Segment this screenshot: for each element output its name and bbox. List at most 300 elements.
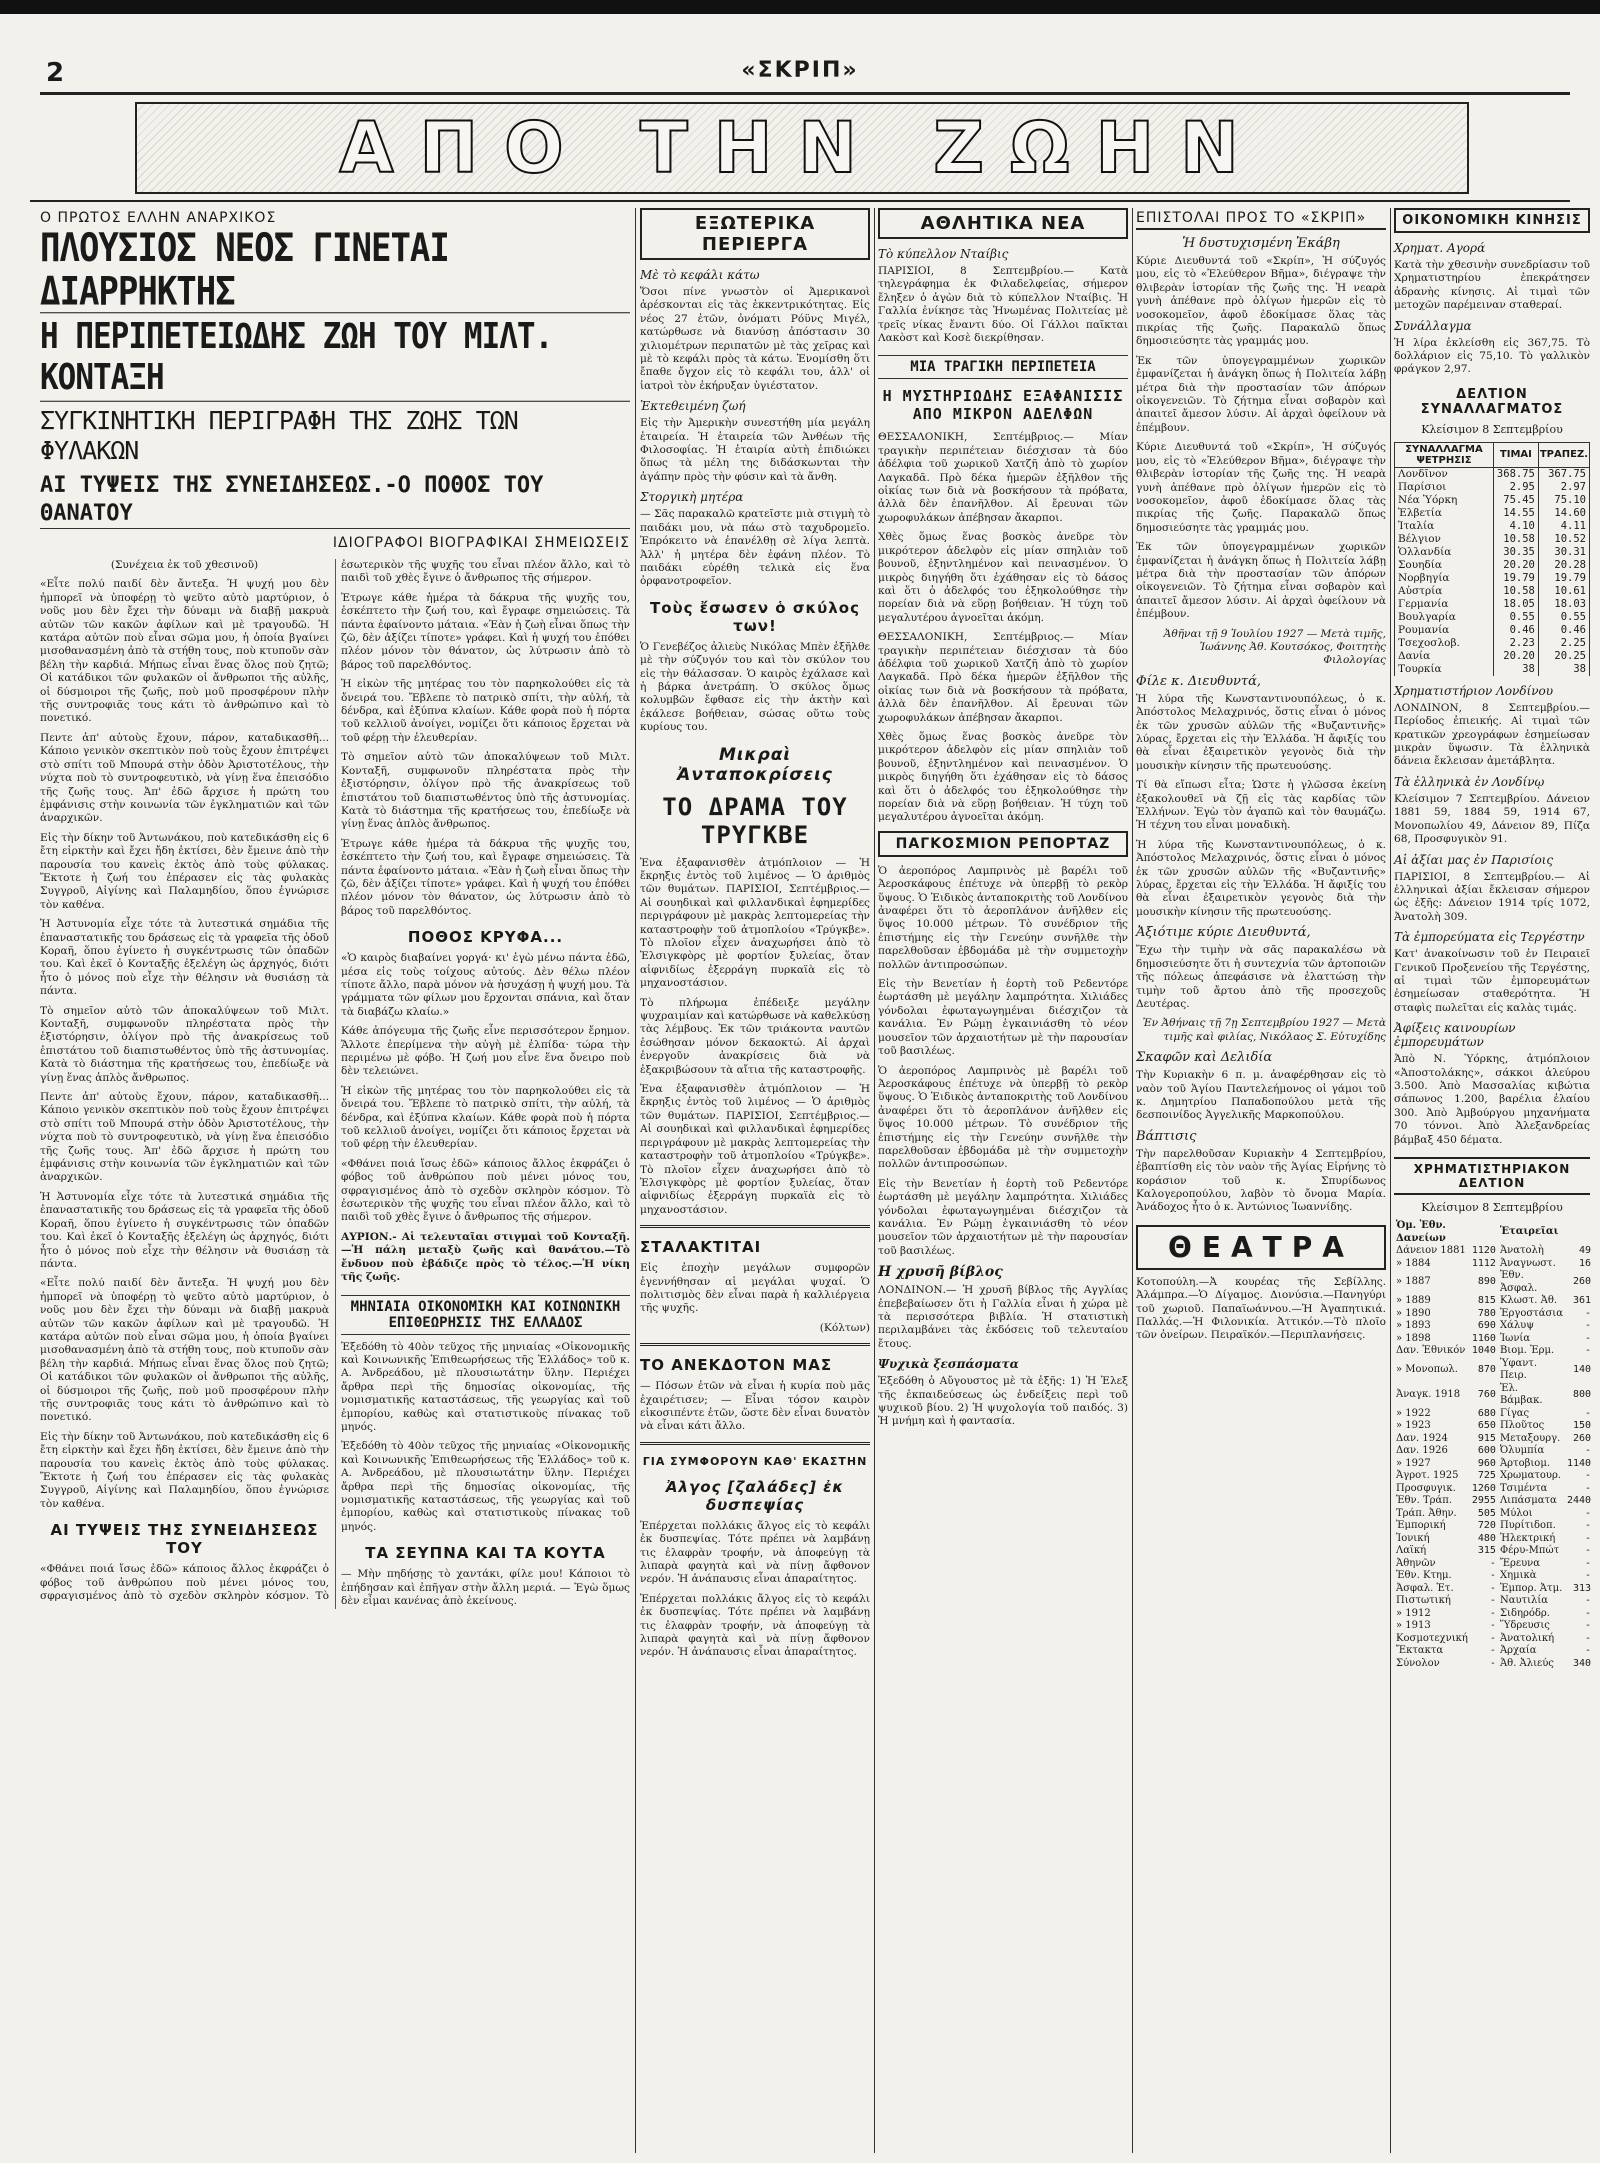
tragic-adventure-head: ΜΙΑ ΤΡΑΓΙΚΗ ΠΕΡΙΠΕΤΕΙΑ [878,355,1128,379]
stock-cell: » 1927 [1396,1457,1431,1469]
divider [640,1442,870,1445]
stock-cell: - [1585,1557,1592,1569]
stock-row [1394,1433,1593,1446]
item-body: ΘΕΣΣΑΛΟΝΙΚΗ, Σεπτέμβριος.— Μίαν τραγικὴν περιπέτειαν διέσχισαν τὰ δύο ἀδέλφια τοῦ χωρικοῦ Χατζῆ ἀπὸ τὸ χωρίον Λαγκαδᾶ. Πρὸ δέκα ἡμερῶν ἐξῆλθον τῆς οἰκίας των διὰ νὰ βοσκήσουν τὰ πρόβατα, ἀλλὰ δὲν ἐπανῆλθον. Αἱ ἔρευναι τῶν χωροφυλάκων ἀπέβησαν ἄκαρποι. [878,431,1128,524]
stock-cell: Χημικὰ [1499,1570,1537,1581]
stock-cell: - [1585,1570,1592,1581]
stock-row [1394,1620,1593,1633]
stock-cell: 870 [1477,1363,1496,1375]
stock-cell: 260 [1573,1432,1592,1444]
fx-cell: 18.05 [1493,598,1538,611]
stock-cell: - [1489,1657,1496,1669]
fx-cell: 18.03 [1538,598,1589,611]
lead-paragraph: «Ὁ καιρὸς διαβαίνει γοργά· κι' ἐγὼ μένω πάντα ἐδῶ, μέσα εἰς τοὺς τοίχους αὐτούς. Δὲν θέλω πλέον τίποτε ἄλλο, παρὰ μόνον νὰ ἡσυχάσῃ ἡ ψυχή μου. Τὰ γράμματα τῶν φίλων μου ἔρχονται σπάνια, καὶ ὅταν τὰ διαβάζω κλαίω.» [341,952,630,1018]
lead-subhead: ΠΟΘΟΣ ΚΡΥΦΑ... [407,928,564,947]
stock-cell: Τσιμέντα [1499,1482,1548,1494]
item-title: Ἐκτεθειμένη ζωή [640,399,746,414]
lead-paragraph: «Φθάνει ποιά ἴσως ἐδῶ» κάποιος ἄλλος ἐκφράζει ὁ φόβος τοῦ ἀνθρώπου ποὺ μένει μόνος του, σφραγισμένος ἀπὸ τὸ σχεδὸν σκληρὸν κόσμον. Τὸ ἐσωτερικὸν τῆς ψυχῆς του εἶναι πλέον ἄλλο, καὶ τὸ παιδὶ τοῦ χθὲς ἔγινε ὁ ἄνθρωπος τῆς σήμερον. [341,1157,630,1224]
item-body: Ὅσοι πίνε γνωστὸν οἱ Ἀμερικανοὶ ἀρέσκονται εἰς τὰς ἐκκεντρικότητας. Εἰς νέος 27 ἐτῶν, ὀνόματι Ρόϋνς Μιγέλ, κατώρθωσε νὰ διανύσῃ ἀπόστασιν 30 χιλιομέτρων περιπατῶν μὲ τὰς χεῖρας καὶ μὲ τὸ κεφάλι πρὸς τὰ κάτω. Ἐνομίσθη ὅτι ἔπαθε ὄγχον εἰς τὸ κεφάλι του, ἀλλ' οἱ ἰατροὶ τὸν ἐκήρυξαν ὑγιέστατον. [640,286,870,392]
stock-cell: 16 [1579,1257,1592,1269]
stalactites-body: Εἰς ἐποχὴν μεγάλων συμφορῶν ἐγεννήθησαν αἱ μεγάλαι ψυχαί. Ὁ πολιτισμὸς δὲν εἶναι παρὰ ἡ καλλιέργεια τῆς ψυχῆς. [640,1262,870,1315]
fx-row [1395,611,1590,624]
item-body: Εἰς τὴν Βενετίαν ἡ ἑορτὴ τοῦ Ρεδεντόρε ἐωρτάσθη μὲ μεγάλην λαμπρότητα. Χιλιάδες γόνδολαι ἐφωταγωγημέναι διέσχιζον τὰ κανάλια. Ἐν Ρώμῃ ἐγκαινιάσθη τὸ νέον μουσεῖον τῶν ἀρχαιοτήτων μὲ τὴν παρουσίαν τοῦ βασιλέως. [878,1177,1128,1257]
item-body: Ἀπὸ Ν. Ὑόρκης, ἀτμόπλοιον «Ἀποστολάκης», σάκκοι ἀλεύρου 3.500. Ἀπὸ Μασσαλίας κιβώτια σάπωνος 1.200, βαρέλια ἐλαίου 300. Ἀπὸ Ἀμβούργου μηχανήματα 70 τόννοι. Ἀπὸ Ἀλεξανδρείας βάμβαξ 450 δέματα. [1394,1053,1590,1146]
anecdote-body: — Πόσων ἐτῶν νὰ εἶναι ἡ κυρία ποὺ μᾶς ἐχαιρέτισεν; — Εἶναι τόσον καιρὸν εἰκοσιπέντε ἐτῶν, ὥστε δὲν εἶναι δυνατὸν νὰ εἶναι κάτι ἄλλο. [640,1380,870,1433]
lead-paragraph: Πεντε ἀπ' αὐτοὺς ἔχουν, πάρον, καταδικασθῆ... Κάποιο γενικὸν σκεπτικὸν ποὺ τοὺς ἔχουν ἐπιτρέψει στὸ σπίτι τοῦ Μπουρά στὴν ὁδὸν Ἀριστοτέλους, τὴν νύχτα ποὺ τὸ συντροφευτικὸ, νὰ γίνῃ ἕνα ἐπεισόδιο τῆς ζωῆς τους. Ἀπ' ἐδῶ ἄρχισε ἡ πρώτη του ἐμφάνισις στὴν κοινωνία τῶν ἐγκληματιῶν καὶ τῶν ἀναρχικῶν. [40,1091,329,1184]
stock-row [1394,1658,1593,1671]
lead-paragraph: Ἡ Ἀστυνομία εἶχε τότε τὰ λυτεστικά σημάδια τῆς ἐπαναστατικῆς του δράσεως εἰς τὰ γραφεῖα τῆς ὁδοῦ Κοραῆ, ὅπου ἐγίνετο ἡ συγκέντρωσις τῶν ὀπαδῶν του. Καὶ ἐκεῖ ὁ Κονταξῆς ἐξελέγη ὡς ἀρχηγός, διότι ἦτο ὁ μόνος ποὺ εἶχε τὴν θέλησιν νὰ θυσιάσῃ τὰ πάντα. [40,1190,329,1270]
stock-cell: Ἀσφαλ. Ἑτ. [1396,1582,1454,1594]
fx-cell: 10.61 [1538,585,1589,598]
tips-body: Ἐπέρχεται πολλάκις ἄλγος εἰς τὸ κεφάλι ἐκ δυσπεψίας. Τότε πρέπει νὰ λαμβάνῃ τις ἐλαφρὰν τροφήν, νὰ ἀποφεύγῃ τὰ λιπαρὰ φαγητὰ καὶ νὰ πίνῃ ἄφθονον νερόν. Ἡ ἀνάπαυσις εἶναι ἀπαραίτητος. [640,1519,870,1586]
lead-paragraph: Εἰς τὴν δίκην τοῦ Ἀντωνάκου, ποὺ κατεδικάσθη εἰς 6 ἔτη εἱρκτὴν καὶ ἔχει ἤδη ἐκτίσει, δὲν ἔμεινε ἀπὸ τὴν παρουσία του κανεὶς ἐκτὸς ἀπὸ τοὺς φύλακας. Ἔκτοτε ἡ ζωή του ἐπέρασεν εἰς τὰς φυλακὰς Συγγροῦ, Αἰγίνης καὶ Παλαμηδίου, ὅπου ἐγνώρισε τὸν καθένα. [40,1430,329,1510]
tragic-adventure-sub: Η ΜΥΣΤΗΡΙΩΔΗΣ ΕΞΑΦΑΝΙΣΙΣ ΑΠΟ ΜΙΚΡΟΝ ΑΔΕΛΦΩΝ [882,387,1124,424]
fx-cell: 2.25 [1538,637,1589,650]
stock-row [1394,1358,1593,1383]
fx-cell: 2.97 [1538,481,1589,494]
lead-headline-5: ΙΔΙΟΓΡΑΦΟΙ ΒΙΟΓΡΑΦΙΚΑΙ ΣΗΜΕΙΩΣΕΙΣ [332,535,630,551]
stock-row [1394,1595,1593,1608]
tips-head: ΓΙΑ ΣΥΜΦΟΡΟΥΝ ΚΑΘ' ΕΚΑΣΤΗΝ [642,1454,868,1468]
stock-cell: Φέρυ-Μπώτ [1499,1545,1560,1556]
econ-review-head: ΜΗΝΙΑΙΑ ΟΙΚΟΝΟΜΙΚΗ ΚΑΙ ΚΟΙΝΩΝΙΚΗ ΕΠΙΘΕΩΡΗΣΙΣ ΤΗΣ ΕΛΛΑΔΟΣ [341,1295,630,1335]
lead-kicker: Ο ΠΡΩΤΟΣ ΕΛΛΗΝ ΑΝΑΡΧΙΚΟΣ [40,210,277,226]
lead-subhead: ΑΙ ΤΥΨΕΙΣ ΤΗΣ ΣΥΝΕΙΔΗΣΕΩΣ ΤΟΥ [50,1521,319,1558]
theatres-body: Κοτοπούλη.—Ἀ κουρέας τῆς Σεβίλλης. Ἀλάμπρα.—Ὁ Δίγαμος. Διονύσια.—Πανηγύρι τοῦ χωριοῦ. Παπαϊωάννου.—Ἡ Ἀγαπητικιά. Παλλάς.—Ἡ Φιλονικία. Ἀττικόν.—Τὸ πλοῖο τῶν ὀνείρων. Πειραϊκόν.—Περιπλανήσεις. [1136,1275,1386,1342]
stock-row [1394,1633,1593,1646]
item-body: Ἡ λύρα τῆς Κωνσταντινουπόλεως, ὁ κ. Ἀπόστολος Μελαχρινός, ὅστις εἶναι ὁ μόνος ἐκ τῶν χρυσῶν αὐλῶν τῆς «Βυζαντινῆς» λύρας, ἔρχεται εἰς τὴν Ἑλλάδα. Ἡ ἄφιξίς του θὰ εἶναι ἐξαιρετικὸν γεγονὸς διὰ τὴν μουσικὴν κίνησιν τῆς πρωτευούσης. [1136,692,1386,772]
fx-row [1395,467,1590,481]
stock-row [1394,1345,1593,1358]
fx-cell: 19.79 [1493,572,1538,585]
stock-cell: Προσφυγικ. [1396,1482,1456,1494]
lead-headline: ΠΛΟΥΣΙΟΣ ΝΕΟΣ ΓΙΝΕΤΑΙ ΔΙΑΡΡΗΚΤΗΣ [40,225,449,315]
stock-cell: - [1585,1645,1592,1656]
stock-col-header: Ὁμ. Ἐθν. Δανείων [1396,1220,1446,1244]
stock-cell: 505 [1477,1507,1496,1519]
stock-cell: 690 [1477,1320,1496,1331]
item-body: ΛΟΝΔΙΝΟΝ.— Ἡ χρυσῆ βίβλος τῆς Αγγλίας ἐπεβεβαίωσεν ὅτι ἡ Γαλλία εἶναι ἡ χώρα μὲ τὰ περισσότερα βιβλία. Ἡ στατιστικὴ περιλαμβάνει τὰς ἐκδόσεις τοῦ τελευταίου ἔτους. [878,1284,1128,1350]
stock-cell: Μύλοι [1499,1507,1533,1519]
stock-row [1394,1508,1593,1521]
stock-cell: » 1887 [1396,1276,1431,1288]
fx-cell: 38 [1538,663,1589,676]
drama-head: ΤΟ ΔΡΑΜΑ ΤΟΥ ΤΡΥΓΚΒΕ [662,792,848,849]
stock-cell: Ἰονική [1396,1532,1430,1544]
fx-row [1395,585,1590,598]
stock-cell: Κοσμοτεχνική [1396,1632,1468,1644]
stock-cell: Ὀλυμπία [1499,1445,1545,1456]
drama-body: Τὸ πλήρωμα ἐπέδειξε μεγάλην ψυχραιμίαν καὶ κατώρθωσε νὰ καθελκύσῃ τὰς λέμβους. Ἐκ τῶν τριάκοντα ναυτῶν ἐσώθησαν μόνον δεκαοκτώ. Αἱ ἀρχαὶ ἐνεργοῦν ἀνακρίσεις διὰ νὰ ἐξακριβώσουν τὰ αἴτια τῆς καταστροφῆς. [640,996,870,1076]
item-body: Χθὲς ὅμως ἕνας βοσκὸς ἀνεῦρε τὸν μικρότερον ἀδελφὸν εἰς μίαν σπηλιὰν τοῦ βουνοῦ, ἐξηντλημένον καὶ πεινασμένον. Ὁ μικρὸς διηγήθη ὅτι ἐχάθησαν εἰς τὸ δάσος καὶ ὅτι ὁ ἀδελφός του ἐξηκολούθησε τὴν πορείαν διὰ νὰ εὕρῃ βοήθειαν. Ἡ τύχη τοῦ μεγαλυτέρου ἀγνοεῖται ἀκόμη. [878,531,1128,624]
fx-cell: 10.52 [1538,533,1589,546]
tabloid-body: — Μὴν πηδήσῃς τὸ χαντάκι, φίλε μου! Κάποιοι τὸ ἐπήδησαν καὶ ἐπῆγαν στὴν ἄλλη μεριά. — Ἐγὼ ὅμως δὲν εἶμαι κανένας ἀπὸ ἐκείνους. [341,1568,630,1607]
stock-cell: 725 [1477,1470,1496,1481]
stock-cell: 49 [1579,1245,1592,1256]
lead-headline-2: Η ΠΕΡΙΠΕΤΕΙΩΔΗΣ ΖΩΗ ΤΟΥ ΜΙΛΤ. ΚΟΝΤΑΞΗ [40,312,630,402]
stock-cell: 680 [1477,1407,1496,1419]
world-report-head: ΠΑΓΚΟΣΜΙΟΝ ΡΕΠΟΡΤΑΖ [878,831,1128,857]
item-body: Εἰς τὴν Βενετίαν ἡ ἑορτὴ τοῦ Ρεδεντόρε ἐωρτάσθη μὲ μεγάλην λαμπρότητα. Χιλιάδες γόνδολαι ἐφωταγωγημέναι διέσχιζον τὰ κανάλια. Ἐν Ρώμῃ ἐγκαινιάσθη τὸ νέον μουσεῖον τῶν ἀρχαιοτήτων μὲ τὴν παρουσίαν τοῦ βασιλέως. [878,978,1128,1058]
stock-cell: 2440 [1566,1495,1592,1506]
econ-review-body: Ἐξεδόθη τὸ 40ὸν τεῦχος τῆς μηνιαίας «Οἰκονομικῆς καὶ Κοινωνικῆς Ἐπιθεωρήσεως τῆς Ἑλλάδος» τοῦ κ. Α. Ἀνδρεάδου, μὲ πλουσιωτάτην ὕλην. Περιέχει ἄρθρα περὶ τῆς δημοσίας οἰκονομίας, τῆς νομισματικῆς καταστάσεως, τῆς γεωργίας καὶ τοῦ ἐμπορίου, καθὼς καὶ στατιστικοὺς πίνακας τοῦ μηνός. [341,1340,630,1433]
item-title: Φίλε κ. Διευθυντά, [1136,673,1261,689]
fx-cell: 14.55 [1493,507,1538,520]
stock-cell: 260 [1573,1276,1592,1288]
item-title: Συνάλλαγμα [1394,318,1472,333]
stock-cell: Ἐθν. Ἀσφαλ. [1499,1270,1538,1294]
lead-paragraph: Ἡ Ἀστυνομία εἶχε τότε τὰ λυτεστικά σημάδια τῆς ἐπαναστατικῆς του δράσεως εἰς τὰ γραφεῖα τῆς ὁδοῦ Κοραῆ, ὅπου ἐγίνετο ἡ συγκέντρωσις τῶν ὀπαδῶν του. Καὶ ἐκεῖ ὁ Κονταξῆς ἐξελέγη ὡς ἀρχηγός, διότι ἦτο ὁ μόνος ποὺ εἶχε τὴν θέλησιν νὰ θυσιάσῃ τὰ πάντα. [40,918,329,998]
fx-cell: Ρουμανία [1395,624,1494,637]
stock-cell: Ἀρτοβιομ. [1499,1457,1551,1469]
stock-row [1394,1520,1593,1533]
stock-cell: - [1585,1407,1592,1419]
stock-cell: Ἰωνία [1499,1332,1531,1344]
tips-body: Ἐπέρχεται πολλάκις ἄλγος εἰς τὸ κεφάλι ἐκ δυσπεψίας. Τότε πρέπει νὰ λαμβάνῃ τις ἐλαφρὰν τροφήν, νὰ ἀποφεύγῃ τὰ λιπαρὰ φαγητὰ καὶ νὰ πίνῃ ἄφθονον νερόν. Ἡ ἀνάπαυσις εἶναι ἀπαραίτητος. [640,1592,870,1659]
stock-cell: » 1913 [1396,1620,1431,1631]
stock-cell: 760 [1477,1388,1496,1400]
economy-column [1394,208,1590,2153]
stock-cell: 800 [1573,1388,1592,1400]
stock-cell: 780 [1477,1307,1496,1319]
item-title: Τὰ ἑλληνικὰ ἐν Λονδίνῳ [1394,774,1545,789]
fx-col-header: ΤΙΜΑΙ [1493,442,1538,467]
stock-cell: Ναυτιλία [1499,1595,1548,1606]
stock-cell: Κλωστ. Ἀθ. [1499,1295,1558,1306]
fx-row [1395,572,1590,585]
stock-cell: » 1898 [1396,1332,1431,1344]
stock-cell: » 1912 [1396,1607,1431,1619]
fx-cell: Νορβηγία [1395,572,1494,585]
stock-cell: Πλοῦτος [1499,1420,1545,1431]
fx-cell: 10.58 [1493,585,1538,598]
stock-cell: 361 [1573,1295,1592,1306]
stock-row [1394,1495,1593,1508]
stock-cell: 1120 [1471,1245,1496,1256]
economy-head: ΟΙΚΟΝΟΜΙΚΗ ΚΙΝΗΣΙΣ [1394,208,1590,233]
stock-cell: 890 [1477,1276,1496,1288]
stock-cell: 140 [1573,1363,1592,1375]
stock-cell: Λιπάσματα [1499,1495,1557,1506]
stock-cell: - [1585,1532,1592,1544]
stock-cell: Ἠλεκτρική [1499,1532,1556,1544]
stock-cell: Γίγας [1499,1407,1530,1419]
stock-cell: Χρωματουρ. [1499,1470,1562,1481]
item-body: Ἡ λύρα τῆς Κωνσταντινουπόλεως, ὁ κ. Ἀπόστολος Μελαχρινός, ὅστις εἶναι ὁ μόνος ἐκ τῶν χρυσῶν αὐλῶν τῆς «Βυζαντινῆς» λύρας, ἔρχεται εἰς τὴν Ἑλλάδα. Ἡ ἄφιξίς του θὰ εἶναι ἐξαιρετικὸν γεγονὸς διὰ τὴν μουσικὴν κίνησιν τῆς πρωτευούσης. [1136,838,1386,918]
fx-cell: Σουηδία [1395,559,1494,572]
lead-paragraph: Ἡ εἰκὼν τῆς μητέρας του τὸν παρηκολούθει εἰς τὰ ὄνειρά του. Ἔβλεπε τὸ πατρικὸ σπίτι, τὴν αὐλή, τὰ δένδρα, καὶ ἐξύπνα κλαίων. Κάθε φορὰ ποὺ ἡ πόρτα τοῦ κελλιοῦ ἀνοίγει, νομίζει ὅτι κάποιος ἔρχεται νὰ τοῦ φέρῃ τὴν ἐλευθερίαν. [341,678,630,744]
stock-cell: Δαν. 1924 [1396,1432,1448,1444]
fx-cell: 20.20 [1493,559,1538,572]
item-body: Ἐκ τῶν ὑπογεγραμμένων χωρικῶν ἐμφανίζεται ἡ ἀνάγκη ὅπως ἡ Πολιτεία λάβῃ μέτρα διὰ τὴν προστασίαν τῶν ἀπόρων οἰκογενειῶν. Τὸ ζήτημα εἶναι σοβαρὸν καὶ ἀπαιτεῖ ἄμεσον λύσιν. Αἱ ἀρχαὶ ὀφείλουν νὰ ἐπέμβουν. [1136,354,1386,434]
stock-cell: Ἀναγνωστ. [1499,1257,1556,1269]
fx-row [1395,598,1590,611]
stock-cell: Ἀρχαία [1499,1645,1537,1656]
item-body: Τὴν παρελθοῦσαν Κυριακὴν 4 Σεπτεμβρίου, ἐβαπτίσθη εἰς τὸν ναὸν τῆς Ἁγίας Εἰρήνης τὸ κοράσιον τοῦ κ. Σπυρίδωνος Καλογεροπούλου, λαβὸν τὸ ὄνομα Μαρία. Ἀνάδοχος ἦτο ὁ κ. Ἀντώνιος Ἰωαννίδης. [1136,1147,1386,1214]
stock-cell: 960 [1477,1457,1496,1469]
stock-cell: Ὕδρευσις [1499,1620,1550,1631]
stock-cell: 1160 [1471,1332,1496,1344]
fx-cell: Παρίσιοι [1395,481,1494,494]
theatres-head: ΘΕΑΤΡΑ [1136,1225,1386,1270]
stock-row [1394,1333,1593,1346]
column-rule [635,208,636,2153]
lead-paragraph: Εἰς τὴν δίκην τοῦ Ἀντωνάκου, ποὺ κατεδικάσθη εἰς 6 ἔτη εἱρκτὴν καὶ ἔχει ἤδη ἐκτίσει, δὲν ἔμεινε ἀπὸ τὴν παρουσία του κανεὶς ἐκτὸς ἀπὸ τοὺς φύλακας. Ἔκτοτε ἡ ζωή του ἐπέρασεν εἰς τὰς φυλακὰς Συγγροῦ, Αἰγίνης καὶ Παλαμηδίου, ὅπου ἐγνώρισε τὸν καθένα. [40,831,329,911]
stock-cell: - [1585,1320,1592,1331]
stock-cell: » 1890 [1396,1307,1431,1319]
lead-paragraph: Πεντε ἀπ' αὐτοὺς ἔχουν, πάρον, καταδικασθῆ... Κάποιο γενικὸν σκεπτικὸν ποὺ τοὺς ἔχουν ἐπιτρέψει στὸ σπίτι τοῦ Μπουρά στὴν ὁδὸν Ἀριστοτέλους, τὴν νύχτα ποὺ τὸ συντροφευτικὸ, νὰ γίνῃ ἕνα ἐπεισόδιο τῆς ζωῆς τους. Ἀπ' ἐδῶ ἄρχισε ἡ πρώτη του ἐμφάνισις στὴν κοινωνία τῶν ἐγκληματιῶν καὶ τῶν ἀναρχικῶν. [40,731,329,825]
stock-row [1394,1270,1593,1295]
letters-column [1136,208,1386,2153]
stock-cell: 2955 [1471,1495,1496,1506]
stock-cell: - [1585,1545,1592,1556]
stock-cell: Ἐλ. Βάμβακ. [1499,1382,1543,1406]
lead-body [40,559,630,1609]
sports-column [878,208,1128,2153]
stock-cell: - [1585,1620,1592,1631]
fx-head: ΔΕΛΤΙΟΝ ΣΥΝΑΛΛΑΓΜΑΤΟΣ [1420,386,1564,417]
stock-row [1394,1533,1593,1546]
item-body: — Σᾶς παρακαλῶ κρατεῖστε μιὰ στιγμὴ τὸ παιδάκι μου, νὰ πάω στὸ ταχυδρομεῖο. Ἐπρόκειτο νὰ ἐπανέλθῃ σὲ λίγα λεπτὰ. Ἀλλ' ἡ μητέρα δὲν ἐφάνη πλέον. Τὸ παιδάκι εὑρέθη τελικὰ εἰς ἕνα ὀρφανοτροφεῖον. [640,508,870,588]
stock-cell: - [1489,1570,1496,1581]
tabloid-head: ΤΑ ΣΕΥΠΝΑ ΚΑΙ ΤΑ ΚΟΥΤΑ [365,1544,606,1563]
lead-story [40,208,630,2153]
stock-col-header: Ἑταιρεῖαι [1499,1226,1559,1238]
fx-row [1395,546,1590,559]
divider [640,1343,870,1346]
masthead: «ΣΚΡΙΠ» [741,58,859,83]
section-banner [135,102,1469,194]
stock-cell: - [1585,1445,1592,1456]
item-title: Χρηματ. Αγορά [1394,241,1486,255]
item-title: Τοὺς ἔσωσεν ὁ σκύλος των! [649,598,860,635]
lead-continued: (Συνέχεια ἐκ τοῦ χθεσινοῦ) [110,559,259,571]
lead-paragraph: «Φθάνει ποιά ἴσως ἐδῶ» κάποιος ἄλλος ἐκφράζει ὁ φόβος τοῦ ἀνθρώπου ποὺ μένει μόνος του, σφραγισμένος ἀπὸ τὸ σχεδὸν σκληρὸν κόσμον. Τὸ ἐσωτερικὸν τῆς ψυχῆς του εἶναι πλέον ἄλλο, καὶ τὸ παιδὶ τοῦ χθὲς ἔγινε ὁ ἄνθρωπος τῆς σήμερον. [40,559,630,1603]
fx-cell: Ὁλλανδία [1395,546,1494,559]
lead-headline-3: ΣΥΓΚΙΝΗΤΙΚΗ ΠΕΡΙΓΡΑΦΗ ΤΗΣ ΖΩΗΣ ΤΩΝ ΦΥΛΑΚΩΝ [40,406,518,465]
stock-cell: Βιομ. Ἐρμ. [1499,1345,1555,1356]
fx-cell: 0.55 [1493,611,1538,624]
item-body: Ὁ ἀεροπόρος Λαμπρινὸς μὲ βαρέλι τοῦ Ἀεροσκάφους ἐπέτυχε νὰ ὑπερβῇ τὸ ρεκὸρ ὕψους. Ὁ Ἐιδικὸς ἀνταποκριτὴς τοῦ Λονδίνου ἀναφέρει ὅτι τὸ ἀεροπλάνον ἀνῆλθεν εἰς ὕψος 10.000 μέτρων. Τὸ συνέδριον τῆς ἐπιστήμης εἰς τὴν Γενεύην συνῆλθε τὴν παρελθοῦσαν ἑβδομάδα μὲ τὴν συμμετοχὴν πολλῶν ἀντιπροσώπων. [878,864,1128,971]
fx-cell: 0.46 [1493,624,1538,637]
fx-cell: Ἰταλία [1395,520,1494,533]
stock-row [1394,1408,1593,1421]
fx-cell: Βέλγιον [1395,533,1494,546]
stock-cell: 340 [1573,1657,1592,1669]
stock-cell: - [1489,1557,1496,1569]
stock-cell: Ἐθν. Κτημ. [1396,1570,1452,1581]
stock-cell: Ἐμπορική [1396,1520,1446,1531]
item-body: Ἐκ τῶν ὑπογεγραμμένων χωρικῶν ἐμφανίζεται ἡ ἀνάγκη ὅπως ἡ Πολιτεία λάβῃ μέτρα διὰ τὴν προστασίαν τῶν ἀπόρων οἰκογενειῶν. Τὸ ζήτημα εἶναι σοβαρὸν καὶ ἀπαιτεῖ ἄμεσον λύσιν. Αἱ ἀρχαὶ ὀφείλουν νὰ ἐπέμβουν. [1136,541,1386,621]
fx-cell: Τσεχοσλοβ. [1395,637,1494,650]
fx-cell: 0.55 [1538,611,1589,624]
stock-cell: - [1585,1307,1592,1319]
stock-cell: - [1585,1470,1592,1481]
stock-sub: Κλείσιμον 8 Σεπτεμβρίου [1421,1201,1563,1214]
item-body: Κύριε Διευθυντά τοῦ «Σκρίπ», Ἡ σύζυγός μου, εἰς τὸ «Ἐλεύθερον Βῆμα», διέγραψε τὴν θλιβερὰν ἱστορίαν τῆς ζωῆς της. Ἡ νεαρὰ γυνὴ ἀπέθανε πρὸ ὀλίγων ἡμερῶν εἰς τὸ νοσοκομεῖον, ἀφοῦ ἐδοκίμασε ὅλας τὰς πικρίας τῆς ζωῆς. Παρακαλῶ ὅπως δημοσιεύσητε τὰς γραμμάς μου. [1136,255,1386,348]
stock-cell: Ἔκτακτα [1396,1645,1444,1656]
fx-cell: Νέα Ὑόρκη [1395,494,1494,507]
fx-cell: 20.28 [1538,559,1589,572]
fx-cell: Γερμανία [1395,598,1494,611]
stock-head: ΧΡΗΜΑΤΙΣΤΗΡΙΑΚΟΝ ΔΕΛΤΙΟΝ [1394,1157,1590,1195]
item-body: Τί θὰ εἴπωσι εἶτα; Ὡστε ἡ γλῶσσα ἐκείνη ἐξακολουθεῖ νὰ ζῇ εἰς τὰς καρδίας τῶν Ἑλλήνων. Ἐγὼ τὸν ἀγαπῶ καὶ τὸν θαυμάζω. Ἡ τέχνη του εἶναι μοναδικὴ. [1136,779,1386,832]
stock-cell: - [1585,1482,1592,1494]
stock-cell: - [1489,1645,1496,1656]
stock-cell: - [1489,1582,1496,1594]
stock-cell: - [1489,1595,1496,1606]
fx-row [1395,494,1590,507]
stock-table [1394,1220,1593,1670]
fx-cell: 367.75 [1538,467,1589,481]
fx-cell: 4.11 [1538,520,1589,533]
fx-cell: 368.75 [1493,467,1538,481]
golden-book-head: Η χρυσῆ βίβλος [878,1264,1003,1281]
stock-cell: - [1585,1595,1592,1606]
item-title: Βάπτισις [1136,1128,1197,1144]
lead-paragraph: Κάθε ἀπόγευμα τῆς ζωῆς εἶνε περισσότερον ἔρημον. Ἄλλοτε ἐπερίμενα τὴν αὐγὴ μὲ ἐλπίδα· τώρα τὴν περιμένω μὲ φόβο. Ἡ ζωή μου εἶνε ἕνα ὄνειρο ποὺ δὲν τελειώνει. [341,1025,630,1078]
item-body: Κατ' ἀνακοίνωσιν τοῦ ἐν Πειραιεῖ Γενικοῦ Προξενείου τῆς Τεργέστης, αἱ τιμαὶ τῶν ἐμπορευμάτων ἐσημείωσαν σταθερότητα. Ἡ σταφὶς πωλεῖται εἰς καλὰς τιμάς. [1394,948,1590,1014]
fx-cell: 2.23 [1493,637,1538,650]
stock-cell: » 1884 [1396,1257,1431,1269]
fx-row [1395,559,1590,572]
stock-cell: - [1585,1632,1592,1644]
fx-cell: 20.20 [1493,650,1538,663]
lead-paragraph: «Εἶτε πολύ παιδί δὲν ἄντεξα. Ἡ ψυχή μου δὲν ἠμπορεῖ νὰ ὑποφέρῃ τὸ ψεῦτο αὐτὸ μαρτύριον, ὁ νοῦς μου δὲν ἔχει τὴν δύναμι νὰ διαβῇ μακρυὰ αὐτῶν τῶν κακῶν ἀφίλων καὶ μὲ τραγουδῶ. Ἡ κατάρα αὐτῶν ποὺ εἶναι σῶμα μου, ἡ ὁποία βγαίνει μισοθανασμένη ἀπὸ τὰ στήθη τους, ποὺ κτυποῦν σὰν βέλη τὴν καρδιά. Μήπως εἶναι ἕνας ὅλος ποὺ ζητῶ; Οἱ κατάδικοι τῶν φυλακῶν οἱ ἄνθρωποι τῆς αὐλῆς, οἱ δύσμοιροι τῆς ζωῆς, ποὺ μοῦ προσφέρουν πλὴν τῆς συντροφιᾶς τους κάτι τὸ ἀνθρώπινο καὶ τὸ πονετικό. [40,578,329,725]
stock-row [1394,1245,1593,1258]
stock-cell: Μεταξουργ. [1499,1432,1561,1444]
item-title: Μὲ τὸ κεφάλι κάτω [640,268,760,282]
lead-paragraph: Τὸ σημεῖον αὐτὸ τῶν ἀποκαλύψεων τοῦ Μιλτ. Κονταξῆ, συμφωνοῦν πληρέστατα πρὸς τὴν ἐξιστόρησιν, ὀλίγον πρὸ τῆς ἀνακρίσεως τοῦ ἐπιστάτου τοῦ διαπιστωθέντος ὑπὸ τῆς ἀστυνομίας. Κατὰ τὸ διάστημα τῆς κρατήσεως του, ἐπεδίωξε νὰ γίνῃ ἕνας ἁπλὸς ἄνθρωπος. [341,751,630,831]
page-number: 2 [46,58,65,88]
column-rule [1132,208,1133,2153]
fx-cell: Αὐστρία [1395,585,1494,598]
stock-cell: - [1585,1345,1592,1356]
econ-review-body: Ἐξεδόθη τὸ 40ὸν τεῦχος τῆς μηνιαίας «Οἰκονομικῆς καὶ Κοινωνικῆς Ἐπιθεωρήσεως τῆς Ἑλλάδος» τοῦ κ. Α. Ἀνδρεάδου, μὲ πλουσιωτάτην ὕλην. Περιέχει ἄρθρα περὶ τῆς δημοσίας οἰκονομίας, τῆς νομισματικῆς καταστάσεως, τῆς γεωργίας καὶ τοῦ ἐμπορίου, καθὼς καὶ στατιστικοὺς πίνακας τοῦ μηνός. [341,1440,630,1533]
stock-row [1394,1445,1593,1458]
drama-body: Ἐνα ἐξαφανισθὲν ἀτμόπλοιον — Ἡ ἔκρηξις ἐντὸς τοῦ λιμένος — Ὁ ἀριθμὸς τῶν θυμάτων. ΠΑΡΙΣΙΟΙ, Σεπτέμβριος.— Αἱ σουηδικαὶ καὶ φιλλανδικαὶ ἐφημερίδες περιγράφουν μὲ μακρὰς λεπτομερείας τὴν καταστροφὴν τοῦ ἀτμοπλοίου «Τρύγκβε». Τὸ πλοῖον εἶχεν ἀναχωρήσει ἀπὸ τὸ Ἑλσιγκφὸρς μὲ φορτίον ξυλείας, ὅταν αἰφνιδίως ἐξερράγη πυρκαϊὰ εἰς τὸ μηχανοστάσιον. [640,856,870,990]
banner-rule [30,200,1570,202]
item-title: Στοργικὴ μητέρα [640,490,744,505]
fx-cell: Δανία [1395,650,1494,663]
stock-cell: - [1489,1607,1496,1619]
fx-cell: 75.10 [1538,494,1589,507]
fx-row [1395,624,1590,637]
lead-signoff: ΑΥΡΙΟΝ.- Αἱ τελευταῖαι στιγμαὶ τοῦ Κονταξῆ.—Ἡ πάλη μεταξὺ ζωῆς καὶ θανάτου.—Τὸ ἔνδυον ποὺ ἐβάδιζε πρὸς τὸ τέλος.—Ἡ νίκη τῆς ζωῆς. [341,1230,630,1284]
item-body: ΠΑΡΙΣΙΟΙ, 8 Σεπτεμβρίου.— Κατὰ τηλεγράφημα ἐκ Φιλαδελφείας, σήμερον ἔληξεν ὁ ἀγὼν διὰ τὸ κύπελλον Νταίβις. Ἡ Γαλλία ἐνίκησε τὰς Ἡνωμένας Πολιτείας μὲ τρεῖς νίκας ἔναντι δύο. Οἱ Γάλλοι παῖκται Λακὸστ καὶ Κοσὲ διεκρίθησαν. [878,265,1128,345]
item-title: Τὸ κύπελλον Νταίβις [878,247,1009,261]
stock-cell: 720 [1477,1520,1496,1531]
item-body: Τὴν Κυριακὴν 6 π. μ. ἀναφέρθησαν εἰς τὸ ναὸν τοῦ Ἁγίου Παντελεήμονος οἱ γάμοι τοῦ κ. Δημητρίου Παπαδοπούλου μετὰ τῆς δεσποινίδος Ἀγγελικῆς Μαρκοπούλου. [1136,1069,1386,1122]
fx-cell: 19.79 [1538,572,1589,585]
stock-cell: Ἔρευνα [1499,1557,1541,1569]
item-title: Ἀξιότιμε κύριε Διευθυντά, [1136,925,1311,941]
item-body: ΘΕΣΣΑΛΟΝΙΚΗ, Σεπτέμβριος.— Μίαν τραγικὴν περιπέτειαν διέσχισαν τὰ δύο ἀδέλφια τοῦ χωρικοῦ Χατζῆ ἀπὸ τὸ χωρίον Λαγκαδᾶ. Πρὸ δέκα ἡμερῶν ἐξῆλθον τῆς οἰκίας των διὰ νὰ βοσκήσουν τὰ πρόβατα, ἀλλὰ δὲν ἐπανῆλθον. Αἱ ἔρευναι τῶν χωροφυλάκων ἀπέβησαν ἄκαρποι. [878,631,1128,724]
item-title: Ψυχικὰ ξεσπάσματα [878,1357,1019,1372]
stock-cell: - [1489,1632,1496,1644]
stock-row [1394,1383,1593,1408]
stock-cell: Πυρίτιδοπ. [1499,1520,1556,1531]
stock-row [1394,1545,1593,1558]
short-reports-head: Μικραὶ Ἀνταποκρίσεις [677,744,833,785]
top-rule [40,92,1570,95]
fx-cell: 4.10 [1493,520,1538,533]
fx-cell: Λονδῖνον [1395,467,1494,481]
stock-cell: Ἀθηνῶν [1396,1557,1436,1569]
stock-cell: » 1889 [1396,1295,1431,1306]
fx-row [1395,637,1590,650]
fx-row [1395,520,1590,533]
fx-row [1395,481,1590,494]
item-body: ΛΟΝΔΙΝΟΝ, 8 Σεπτεμβρίου.— Περίοδος ἐπιεικής. Αἱ τιμαὶ τῶν κρατικῶν χρεογράφων ἐσημείωσαν μικρὰν ὕψωσιν. Τὰ ἑλληνικὰ δάνεια ἔκλεισαν ἀμετάβλητα. [1394,701,1590,768]
stock-cell: - [1585,1332,1592,1344]
stock-cell: 1040 [1471,1345,1496,1356]
stock-row [1394,1308,1593,1321]
fx-cell: 75.45 [1493,494,1538,507]
stock-row [1394,1570,1593,1583]
item-body: Κατὰ τὴν χθεσινὴν συνεδρίασιν τοῦ Χρηματιστηρίου ἐπεκράτησεν ἀδρανὴς κίνησις. Αἱ τιμαὶ τῶν μετοχῶν παρέμειναν σταθεραί. [1394,259,1590,312]
stock-cell: 1140 [1566,1457,1592,1469]
lead-paragraph: Ἐτρωγε κάθε ἡμέρα τὰ δάκρυα τῆς ψυχῆς του, ἐσκέπτετο τὴν ζωή του, καὶ ἔγραφε σημειώσεις. Τὰ πάντα ἐφαίνοντο μάταια. «Ἐὰν ἡ ζωὴ εἶναι ὅπως τὴν ζῶ, δὲν ἀξίζει τίποτε» γράφει. Καὶ ἡ ψυχή του ἐπόθει πλέον μόνον τὸν θάνατον, ὡς λύτρωσιν ἀπὸ τὸ βάρος τοῦ παρελθόντος. [341,591,630,671]
foreign-curiosities-head: ΕΞΩΤΕΡΙΚΑ ΠΕΡΙΕΡΓΑ [640,208,870,260]
item-title: Χρηματιστήριον Λονδίνου [1394,683,1554,698]
fx-table [1394,442,1590,676]
stock-cell: 150 [1573,1420,1592,1431]
stock-row [1394,1645,1593,1658]
stock-row [1394,1420,1593,1433]
item-title: Ἀφίξεις καινουρίων ἐμπορευμάτων [1394,1021,1516,1050]
letter-signature: Ἀθῆναι τῇ 9 Ἰουλίου 1927 — Μετὰ τιμῆς, Ἰωάννης Ἀθ. Κουτσόκος, Φοιτητὴς Φιλολογίας [1163,627,1386,667]
stock-cell: Λαϊκή [1396,1545,1427,1556]
stock-cell: 600 [1477,1445,1496,1456]
item-body: Ἡ λίρα ἐκλείσθη εἰς 367,75. Τὸ δολλάριον εἰς 75,10. Τὸ γαλλικὸν φράγκον 2,97. [1394,336,1590,376]
stock-cell: Ἀθ. Ἀλιεύς [1499,1657,1554,1669]
fx-cell: Τουρκία [1395,663,1494,676]
stock-cell: » Μονοπωλ. [1396,1363,1458,1375]
item-body: Κλείσιμον 7 Σεπτεμβρίου. Δάνειον 1881 59, 1884 59, 1914 67, Μονοπωλίου 49, Δάνειον 89, Πίζα 68, Προσφυγικὸν 91. [1394,792,1590,846]
column-rule [1390,208,1391,2153]
stock-row [1394,1483,1593,1496]
fx-cell: Ἑλβετία [1395,507,1494,520]
section-banner-title: ΑΠΟ ΤΗΝ ΖΩΗΝ [339,107,1265,189]
fx-row [1395,650,1590,663]
stock-cell: Ἐργοστάσια [1499,1307,1563,1319]
stock-cell: - [1585,1607,1592,1619]
stock-cell: 815 [1477,1295,1496,1306]
fx-cell: 14.60 [1538,507,1589,520]
item-body: Ἐξεδόθη ὁ Αὔγουστος μὲ τὰ ἑξῆς: 1) Ἡ Ἐλεξ τῆς ἐκπαιδεύσεως ὡς ἐνδείξεις περὶ τοῦ ψυχικοῦ βίου. 2) Ἡ ψυχολογία τοῦ παιδός. 3) Ἡ μνήμη καὶ ἡ φαντασία. [878,1375,1128,1428]
stock-row [1394,1608,1593,1621]
stock-row [1394,1583,1593,1596]
drama-body: Ἐνα ἐξαφανισθὲν ἀτμόπλοιον — Ἡ ἔκρηξις ἐντὸς τοῦ λιμένος — Ὁ ἀριθμὸς τῶν θυμάτων. ΠΑΡΙΣΙΟΙ, Σεπτέμβριος.— Αἱ σουηδικαὶ καὶ φιλλανδικαὶ ἐφημερίδες περιγράφουν μὲ μακρὰς λεπτομερείας τὴν καταστροφὴν τοῦ ἀτμοπλοίου «Τρύγκβε». Τὸ πλοῖον εἶχεν ἀναχωρήσει ἀπὸ τὸ Ἑλσιγκφὸρς μὲ φορτίον ξυλείας, ὅταν αἰφνιδίως ἐξερράγη πυρκαϊὰ εἰς τὸ μηχανοστάσιον. [640,1083,870,1216]
stock-cell: Δάνειον 1881 [1396,1245,1466,1256]
fx-cell: 30.35 [1493,546,1538,559]
stalactites-head: ΣΤΑΛΑΚΤΙΤΑΙ [640,1238,762,1257]
stalactites-author: (Κόλτων) [819,1321,870,1334]
stock-cell: Ἀναγκ. 1918 [1396,1388,1461,1400]
fx-cell: 2.95 [1493,481,1538,494]
stock-cell: 480 [1477,1532,1496,1544]
fx-row [1395,507,1590,520]
stock-cell: 315 [1477,1545,1496,1556]
column-rule [874,208,875,2153]
stock-cell: Πιστωτική [1396,1595,1451,1606]
fx-row [1395,533,1590,546]
stock-row [1394,1558,1593,1571]
item-body: Ὁ Γενεβέζος ἀλιεὺς Νικόλας Μπὲν ἐξῆλθε μὲ τὴν σύζυγόν του καὶ τὸν σκύλον του εἰς τὴν θάλασσαν. Ὁ καιρὸς ἐχάλασε καὶ ἡ βάρκα ἀνετράπη. Ὁ σκύλος ὅμως κολυμβῶν ἔφθασε εἰς τὴν ἀκτὴν καὶ ἐκάλεσε βοήθειαν, σώσας οὕτω τοὺς κυρίους του. [640,640,870,734]
letters-head: ΕΠΙΣΤΟΛΑΙ ΠΡΟΣ ΤΟ «ΣΚΡΙΠ» [1136,210,1386,230]
stock-cell: - [1489,1620,1496,1631]
